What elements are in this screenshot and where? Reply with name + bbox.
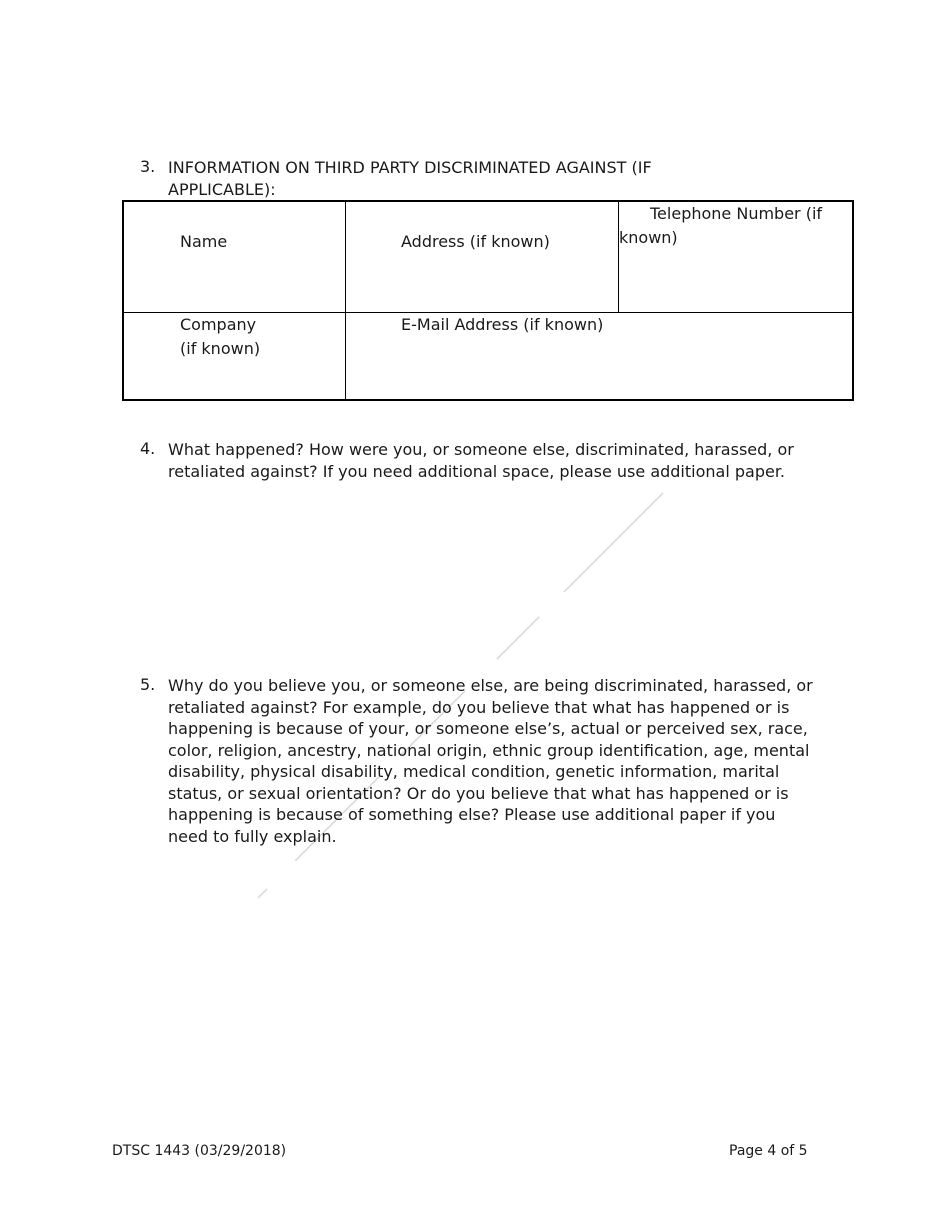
- form-id: DTSC 1443 (03/29/2018): [112, 1143, 287, 1159]
- section-5-number: 5.: [140, 675, 156, 694]
- address-label: Address (if known): [401, 232, 550, 251]
- section-4-line1: What happened? How were you, or someone else, discriminated, harassed, or: [168, 440, 794, 459]
- email-label: E-Mail Address (if known): [401, 315, 604, 334]
- section-5-line: happening is because of something else? Please use additional paper if you: [168, 805, 776, 824]
- section-5-line: retaliated against? For example, do you believe that what has happened or is: [168, 697, 790, 717]
- page-number: Page 4 of 5: [729, 1143, 808, 1159]
- name-label: Name: [180, 232, 228, 251]
- company-label-line1: Company: [180, 315, 257, 334]
- section-4-line2: retaliated against? If you need additional space, please use additional paper.: [168, 461, 786, 481]
- telephone-label-line2: known): [619, 228, 678, 247]
- section-5-line: happening is because of your, or someone else’s, actual or perceived sex, race,: [168, 719, 808, 738]
- section-5-line: disability, physical disability, medical condition, genetic information, marital: [168, 762, 780, 781]
- telephone-label-line1: Telephone Number (if: [650, 204, 823, 223]
- section-5-line: Why do you believe you, or someone else, are being discriminated, harassed, or: [168, 676, 813, 695]
- company-label-line2: (if known): [180, 339, 261, 358]
- section-5-answer-area[interactable]: [168, 860, 842, 1120]
- section-3-title-line1: INFORMATION ON THIRD PARTY DISCRIMINATED AGAINST (IF: [168, 158, 652, 177]
- section-3-title-line2: APPLICABLE):: [168, 180, 276, 199]
- section-5-line: status, or sexual orientation? Or do you believe that what has happened or is: [168, 783, 789, 803]
- section-5-line: need to fully explain.: [168, 826, 337, 846]
- section-5-line: color, religion, ancestry, national origin, ethnic group identification, age, mental: [168, 740, 810, 760]
- section-4-number: 4.: [140, 439, 156, 458]
- section-3-number: 3.: [140, 157, 156, 176]
- section-5-question: [168, 675, 848, 847]
